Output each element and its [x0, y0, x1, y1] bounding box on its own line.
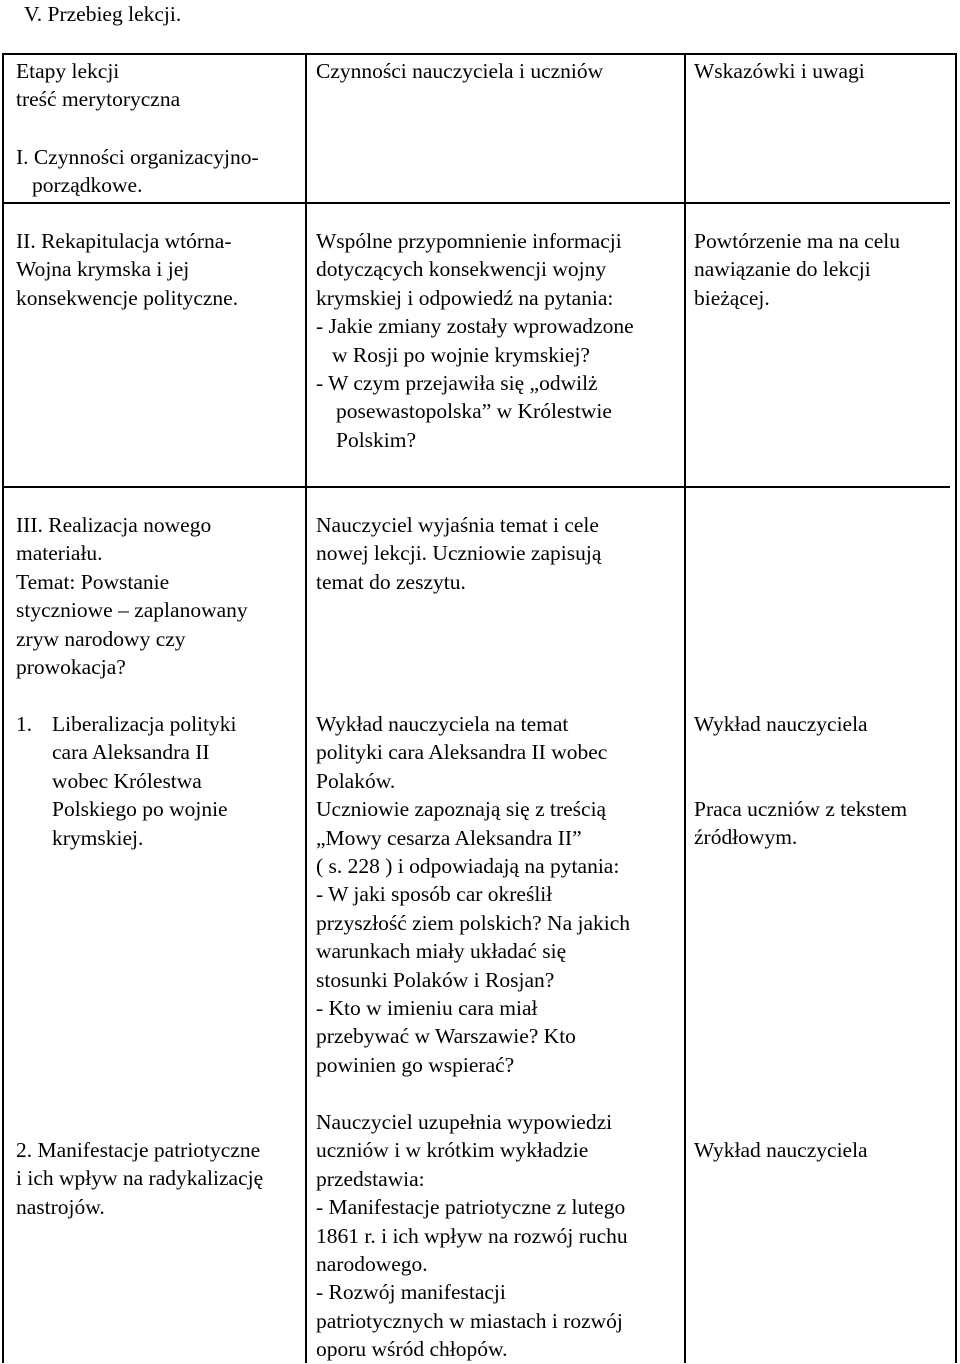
notes-cell-point-1-source-work: Praca uczniów z tekstem źródłowym. — [694, 797, 908, 850]
point-number: 1. — [16, 712, 33, 736]
activities-cell-recapitulation: Wspólne przypomnienie informacji dotyczących konsekwencji wojny krymskiej i odpowiedź na pytania: - Jakie zmiany zostały wprowadzone w Rosji po wojnie krymskiej? - W czym przejawiła się „odwilż posewastopolska” w Królestwie Polskim? — [316, 229, 634, 452]
activities-cell-point-1: Wykład nauczyciela na temat polityki cara Aleksandra II wobec Polaków. Uczniowie zapoznają się z treścią „Mowy cesarza Aleksandra II” ( s. 228 ) i odpowiadają na pytania: - W jaki sposób car określił przyszłość ziem polskich? Na jakich warunkach miały układać się stosunki Polaków i Rosjan? - Kto w imieniu cara miał przebywać w Warszawie? Kto powinien go wspierać? — [316, 712, 631, 1077]
column-divider — [684, 53, 686, 1363]
table-left-border — [2, 53, 4, 1363]
header-activities: Czynności nauczyciela i uczniów — [316, 59, 604, 83]
stage-cell-point-1: 1. Liberalizacja polityki cara Aleksandra II wobec Królestwa Polskiego po wojnie krymskiej. — [16, 712, 237, 850]
activities-cell-point-2: Nauczyciel uzupełnia wypowiedzi uczniów i w krótkim wykładzie przedstawia: - Manifestacje patriotyczne z lutego 1861 r. i ich wpływ na rozwój ruchu narodowego. - Rozwój manifestacji patriotycznych w miastach i rozwój oporu wśród chłopów. — [316, 1110, 628, 1362]
table-right-border — [955, 53, 957, 1363]
stage-cell-point-2: 2. Manifestacje patriotyczne i ich wpływ na radykalizację nastrojów. — [16, 1138, 264, 1219]
row-divider — [2, 202, 950, 204]
row-divider — [2, 486, 950, 488]
activities-cell-new-material: Nauczyciel wyjaśnia temat i cele nowej lekcji. Uczniowie zapisują temat do zeszytu. — [316, 513, 602, 594]
header-notes: Wskazówki i uwagi — [694, 59, 865, 83]
table-top-border — [2, 53, 956, 55]
notes-cell-point-1-lecture: Wykład nauczyciela — [694, 712, 868, 736]
stage-cell-new-material: III. Realizacja nowego materiału. Temat: Powstanie styczniowe – zaplanowany zryw narodowy czy prowokacja? — [16, 513, 248, 680]
section-heading: V. Przebieg lekcji. — [24, 2, 182, 26]
stage-cell-recapitulation: II. Rekapitulacja wtórna- Wojna krymska i jej konsekwencje polityczne. — [16, 229, 239, 310]
notes-cell-recapitulation: Powtórzenie ma na celu nawiązanie do lekcji bieżącej. — [694, 229, 900, 310]
header-stages: Etapy lekcji treść merytoryczna — [16, 59, 181, 112]
column-divider — [305, 53, 307, 1363]
stage-cell-organizational: I. Czynności organizacyjno- porządkowe. — [16, 145, 259, 198]
notes-cell-point-2: Wykład nauczyciela — [694, 1138, 868, 1162]
